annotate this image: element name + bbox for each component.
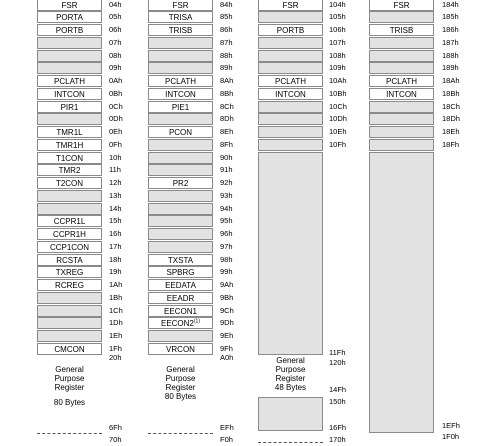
register-cell (148, 75, 213, 87)
register-cell (37, 139, 102, 151)
register-address: 98h (220, 254, 233, 264)
register-cell (258, 75, 323, 87)
register-address: 10Bh (329, 88, 347, 98)
register-address: 10h (109, 152, 122, 162)
register-cell (148, 62, 213, 74)
register-address: 0Bh (109, 88, 123, 98)
register-address: 9Fh (220, 343, 233, 353)
register-address: 8Fh (220, 139, 233, 149)
register-address: 10Fh (329, 139, 347, 149)
register-cell (258, 24, 323, 36)
gp-label-line: Register (275, 374, 306, 383)
register-cell (148, 317, 213, 329)
register-name: T1CON (55, 153, 84, 163)
register-cell (37, 203, 102, 215)
register-cell (369, 126, 434, 138)
register-name: PIE1 (171, 102, 190, 112)
gp-end-address: EFh (220, 423, 234, 432)
register-address: 8Dh (220, 114, 234, 124)
register-address: 16h (109, 229, 122, 238)
register-address: 12h (109, 178, 122, 187)
register-cell (369, 139, 434, 151)
register-name: INTCON (386, 89, 417, 99)
general-purpose-register (148, 365, 213, 401)
register-cell (369, 50, 434, 62)
register-cell (37, 254, 102, 266)
register-cell (258, 11, 323, 23)
register-name: TXREG (55, 268, 84, 278)
register-cell (37, 215, 102, 227)
register-address: 1Ch (109, 305, 123, 315)
register-cell (37, 88, 102, 100)
unimplemented-block (369, 152, 434, 434)
register-address: 96h (220, 229, 233, 238)
register-address: 99h (220, 267, 233, 277)
block-end-address: 1EFh (442, 421, 460, 430)
register-address: 11h (109, 165, 121, 175)
register-cell (37, 177, 102, 189)
register-cell (148, 37, 213, 49)
register-cell (148, 113, 213, 125)
register-address: 1Eh (109, 331, 123, 340)
gp-start-address: 20h (109, 352, 122, 362)
register-cell (37, 0, 102, 11)
register-name: TMR1H (55, 140, 84, 150)
register-cell (148, 0, 213, 11)
register-address: 9Eh (220, 331, 234, 340)
next-address: 170h (329, 435, 346, 444)
register-address: 08h (109, 50, 122, 60)
register-cell (369, 62, 434, 74)
gp-label-line: Purpose (165, 373, 196, 383)
general-purpose-register (37, 365, 102, 407)
register-address: 09h (109, 63, 122, 73)
register-cell (148, 177, 213, 189)
register-cell (258, 0, 323, 11)
register-cell (148, 88, 213, 100)
register-address: 19h (109, 267, 122, 277)
register-address: 18Eh (442, 127, 460, 136)
next-address: 150h (329, 397, 346, 406)
register-cell (258, 50, 323, 62)
register-cell (37, 152, 102, 164)
register-cell (37, 343, 102, 355)
register-address: 105h (329, 12, 346, 22)
register-address: 1Dh (109, 318, 123, 328)
register-address: 9Ch (220, 305, 234, 315)
gp-label-line: 80 Bytes (53, 397, 86, 407)
register-address: 0Fh (109, 139, 122, 149)
register-address: 06h (109, 25, 122, 34)
register-cell (148, 152, 213, 164)
register-address: 91h (220, 165, 233, 175)
register-cell (369, 0, 434, 11)
gp-label-line: 80 Bytes (164, 391, 197, 401)
register-cell (148, 101, 213, 113)
register-address: 0Eh (109, 127, 123, 136)
gp-label-line: Purpose (54, 373, 85, 383)
register-address: 18Fh (442, 139, 460, 149)
register-name: PORTB (276, 26, 305, 35)
register-name: PR2 (172, 179, 189, 188)
register-address: 8Ch (220, 101, 234, 111)
register-name: TRISB (168, 26, 193, 35)
register-address: 10Ah (329, 76, 347, 85)
register-address: 184h (442, 0, 459, 9)
gp-label-line: Register (54, 382, 85, 392)
register-address: 84h (220, 0, 233, 9)
register-address: 88h (220, 50, 233, 60)
register-address: 97h (220, 241, 233, 251)
register-address: 107h (329, 37, 346, 47)
general-purpose-register (258, 356, 323, 392)
register-name: PCLATH (165, 77, 196, 86)
register-address: 87h (220, 37, 233, 47)
gp-label-line: General (166, 364, 195, 374)
register-address: 106h (329, 25, 346, 34)
register-name: TRISB (389, 26, 414, 35)
register-cell (37, 292, 102, 304)
register-name: TRISA (168, 13, 193, 23)
register-address: 10Dh (329, 114, 347, 124)
register-cell (37, 266, 102, 278)
register-cell (258, 88, 323, 100)
register-address: 92h (220, 178, 233, 187)
register-cell (258, 37, 323, 49)
register-name: PCLATH (275, 77, 306, 86)
register-cell (148, 11, 213, 23)
register-cell (37, 75, 102, 87)
register-address: 85h (220, 12, 233, 22)
register-cell (258, 101, 323, 113)
unimplemented-block (258, 152, 323, 356)
register-name: FSR (282, 0, 299, 10)
register-name: TXSTA (167, 255, 194, 265)
register-cell (148, 343, 213, 355)
register-cell (37, 279, 102, 291)
register-address: 185h (442, 12, 459, 22)
register-name: EEDATA (165, 281, 196, 290)
register-cell (258, 139, 323, 151)
register-name: CCPR1L (53, 217, 86, 227)
register-address: 108h (329, 50, 346, 60)
register-address: 10Eh (329, 127, 347, 136)
register-cell (37, 11, 102, 23)
gp-label-line: Purpose (275, 365, 306, 374)
register-address: 8Bh (220, 88, 234, 98)
register-cell (37, 190, 102, 202)
register-address: 18h (109, 254, 122, 264)
register-cell (148, 203, 213, 215)
register-cell (37, 317, 102, 329)
register-name: PORTB (55, 26, 84, 35)
register-cell (37, 101, 102, 113)
register-name: PORTA (56, 13, 83, 23)
register-name: CCPR1H (53, 230, 86, 239)
register-name: INTCON (54, 89, 85, 99)
register-cell (148, 279, 213, 291)
register-cell (37, 228, 102, 240)
register-cell (37, 241, 102, 253)
register-cell (258, 62, 323, 74)
register-address: 18Ch (442, 101, 460, 111)
register-name: SPBRG (166, 268, 195, 278)
next-address: 1F0h (442, 432, 460, 441)
register-cell (37, 330, 102, 342)
register-cell (258, 126, 323, 138)
register-cell (148, 292, 213, 304)
register-address: 186h (442, 25, 459, 34)
register-name: FSR (61, 0, 78, 10)
register-address: 0Dh (109, 114, 123, 124)
register-address: 18Dh (442, 114, 460, 124)
register-address: 0Ah (109, 76, 123, 85)
register-address: 1Ah (109, 280, 123, 289)
register-cell (148, 164, 213, 176)
gp-end-address: 6Fh (109, 423, 122, 432)
register-address: 187h (442, 37, 459, 47)
register-address: 104h (329, 0, 346, 9)
register-name: EECON2 (160, 319, 194, 329)
next-address: F0h (220, 435, 233, 444)
register-address: 13h (109, 190, 122, 200)
register-address: 86h (220, 25, 233, 34)
block-end-address: 11Fh (329, 348, 346, 357)
gp-label-line: General (55, 364, 84, 374)
register-cell (369, 113, 434, 125)
register-address: 0Ch (109, 101, 123, 111)
register-cell (369, 11, 434, 23)
register-cell (148, 215, 213, 227)
register-name: PCON (168, 128, 193, 137)
register-address: 1Fh (109, 343, 122, 353)
register-address: 9Ah (220, 280, 234, 289)
register-cell (148, 254, 213, 266)
footnote-marker: (1) (193, 318, 201, 325)
register-address: 17h (109, 241, 122, 251)
gp-label-line: Register (165, 382, 196, 392)
register-name: PIR1 (60, 102, 79, 112)
register-cell (148, 126, 213, 138)
register-name: INTCON (275, 89, 306, 99)
register-address: 94h (220, 203, 233, 213)
boundary-dash (37, 433, 102, 434)
boundary-dash (258, 442, 323, 443)
register-cell (369, 88, 434, 100)
gp-end-address: 14Fh (329, 385, 347, 394)
register-cell (148, 50, 213, 62)
boundary-dash (148, 433, 213, 434)
register-cell (148, 190, 213, 202)
register-name: PCLATH (386, 77, 417, 86)
register-cell (148, 305, 213, 317)
register-address: 04h (109, 0, 122, 9)
register-cell (148, 24, 213, 36)
register-cell (37, 50, 102, 62)
register-cell (37, 24, 102, 36)
register-name: VRCON (166, 344, 195, 354)
register-name: CCP1CON (49, 242, 90, 252)
register-name: FSR (393, 0, 410, 10)
gp-label-line: General (276, 356, 305, 365)
register-cell (258, 113, 323, 125)
register-address: 15h (109, 216, 122, 226)
register-cell (37, 113, 102, 125)
register-cell (148, 266, 213, 278)
register-address: 8Ah (220, 76, 234, 85)
register-address: 95h (220, 216, 233, 226)
register-address: 1Bh (109, 292, 123, 302)
register-cell (37, 305, 102, 317)
next-address: 70h (109, 435, 122, 444)
register-address: 14h (109, 203, 122, 213)
block-end-address: 16Fh (329, 423, 347, 432)
gp-start-address: A0h (220, 352, 234, 362)
register-name: T2CON (55, 179, 84, 188)
register-address: 8Eh (220, 127, 234, 136)
register-address: 18Bh (442, 88, 460, 98)
register-name: EECON1 (164, 306, 197, 316)
register-name: EEADR (166, 293, 195, 303)
register-name: PCLATH (54, 77, 85, 86)
register-cell (369, 101, 434, 113)
register-cell (148, 228, 213, 240)
register-cell (37, 37, 102, 49)
register-address: 93h (220, 190, 233, 200)
register-name: FSR (172, 0, 189, 10)
register-address: 10Ch (329, 101, 347, 111)
register-cell (148, 139, 213, 151)
register-address: 109h (329, 63, 346, 73)
register-address: 9Bh (220, 292, 234, 302)
register-cell (148, 241, 213, 253)
register-address: 9Dh (220, 318, 234, 328)
register-name: INTCON (165, 89, 196, 99)
register-cell (37, 164, 102, 176)
register-cell (148, 330, 213, 342)
register-cell (369, 24, 434, 36)
register-name: TMR2 (58, 166, 81, 176)
register-address: 05h (109, 12, 122, 22)
gp-label-line: 48 Bytes (274, 383, 307, 392)
register-address: 18Ah (442, 76, 460, 85)
register-address: 188h (442, 50, 459, 60)
unimplemented-block (258, 397, 323, 431)
register-cell (37, 62, 102, 74)
register-address: 90h (220, 152, 233, 162)
register-cell (369, 37, 434, 49)
register-name: RCREG (55, 281, 84, 290)
register-address: 189h (442, 63, 459, 73)
register-name: RCSTA (56, 255, 83, 265)
register-name: CMCON (54, 344, 85, 354)
register-cell (369, 75, 434, 87)
register-address: 07h (109, 37, 122, 47)
register-cell (37, 126, 102, 138)
gp-start-address: 120h (329, 358, 346, 367)
register-address: 89h (220, 63, 233, 73)
register-name: TMR1L (56, 128, 83, 137)
